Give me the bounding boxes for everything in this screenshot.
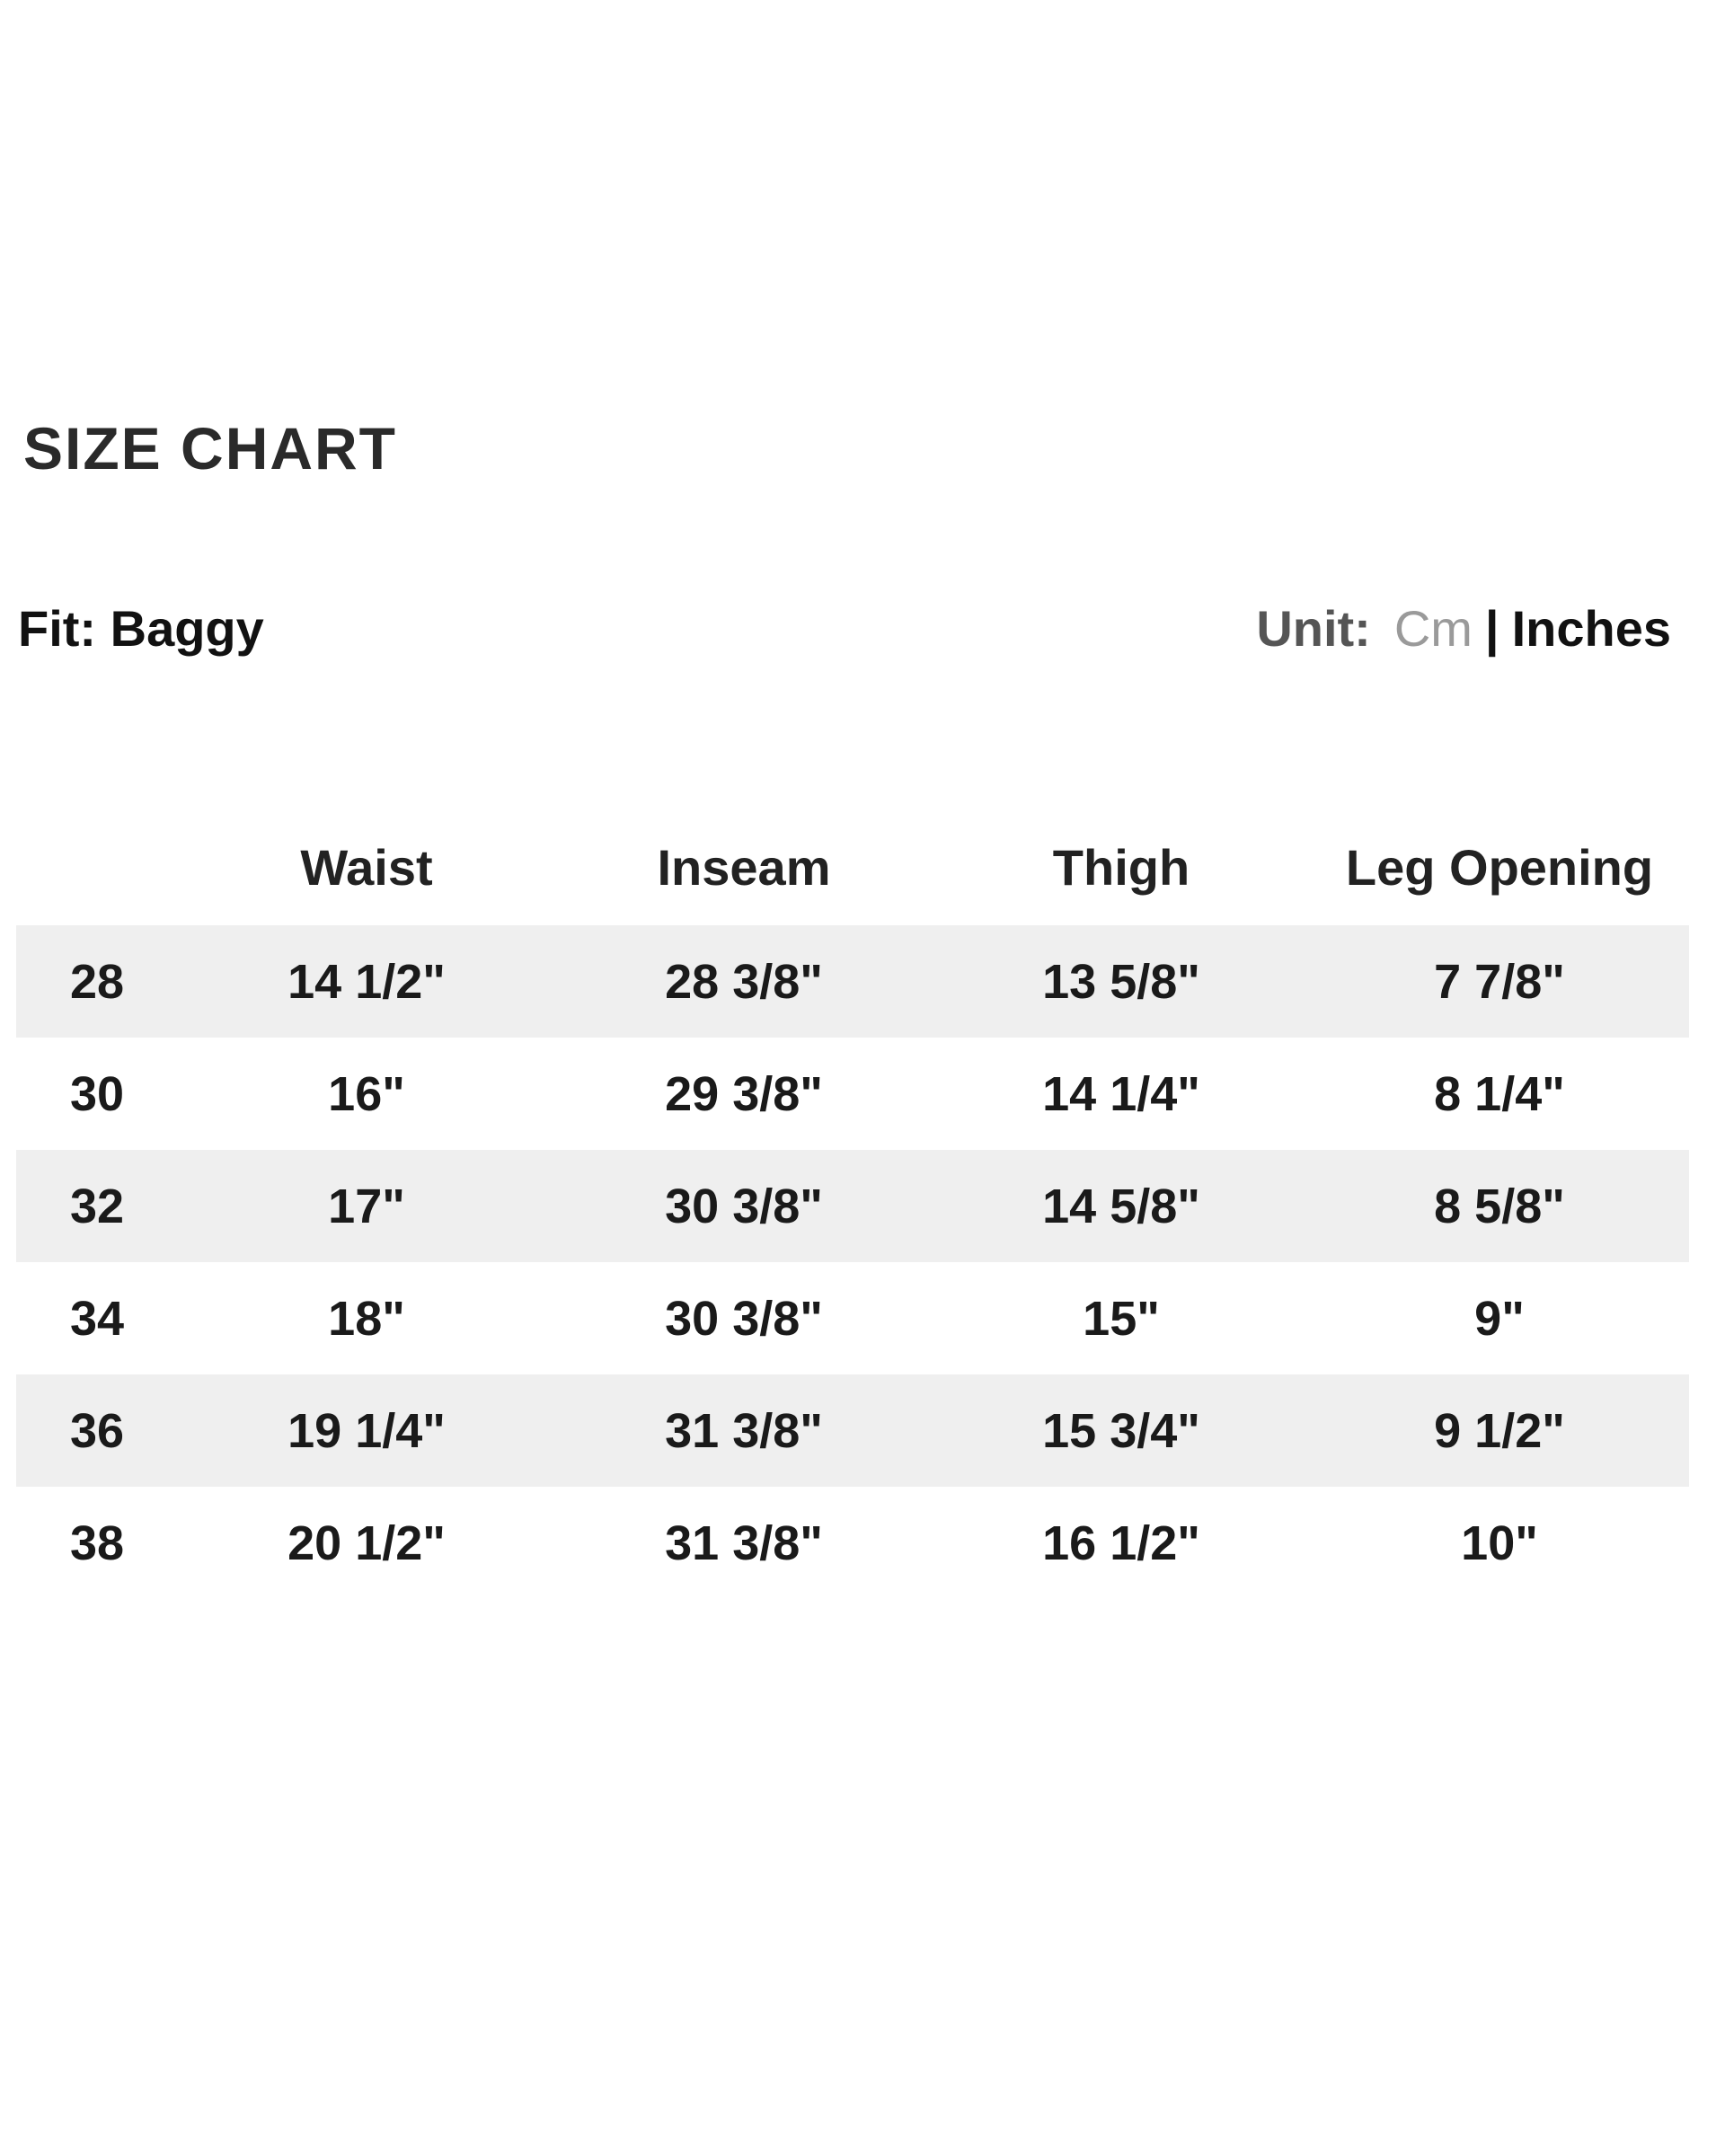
fit-unit-row [18, 593, 1671, 665]
header-thigh: Thigh [1052, 838, 1190, 896]
inseam-cell: 31 3/8" [665, 1403, 823, 1458]
unit-separator: | [1484, 600, 1499, 657]
size-cell: 32 [69, 1179, 125, 1233]
leg-opening-cell: 8 5/8" [1434, 1179, 1565, 1233]
inseam-cell: 30 3/8" [665, 1291, 823, 1346]
table-row [16, 1374, 1689, 1487]
size-cell: 28 [69, 954, 125, 1009]
inseam-cell: 28 3/8" [665, 954, 823, 1009]
thigh-cell: 14 1/4" [1042, 1066, 1200, 1121]
unit-option-cm[interactable]: Cm [1393, 600, 1473, 657]
thigh-cell: 14 5/8" [1042, 1179, 1200, 1233]
thigh-cell: 13 5/8" [1042, 954, 1200, 1009]
thigh-cell: 15" [1083, 1291, 1160, 1346]
waist-cell: 14 1/2" [288, 954, 446, 1009]
leg-opening-cell: 9" [1474, 1291, 1525, 1346]
thigh-cell: 16 1/2" [1042, 1515, 1200, 1570]
thigh-cell: 15 3/4" [1042, 1403, 1200, 1458]
leg-opening-cell: 8 1/4" [1434, 1066, 1565, 1121]
inseam-cell: 29 3/8" [665, 1066, 823, 1121]
size-table [16, 808, 1689, 1599]
table-row [16, 925, 1689, 1038]
leg-opening-cell: 9 1/2" [1434, 1403, 1565, 1458]
unit-label: Unit: [1256, 600, 1371, 657]
header-leg-opening: Leg Opening [1345, 838, 1654, 896]
table-row [16, 1487, 1689, 1599]
inseam-cell: 30 3/8" [665, 1179, 823, 1233]
waist-cell: 18" [328, 1291, 405, 1346]
header-inseam: Inseam [657, 838, 831, 896]
leg-opening-cell: 10" [1461, 1515, 1538, 1570]
fit-label: Fit: Baggy [18, 600, 264, 657]
table-row [16, 1262, 1689, 1374]
waist-cell: 19 1/4" [288, 1403, 446, 1458]
header-waist: Waist [300, 838, 433, 896]
unit-toggle [1256, 593, 1671, 665]
size-cell: 34 [69, 1291, 125, 1346]
page-title: SIZE CHART [23, 415, 397, 482]
waist-cell: 17" [328, 1179, 405, 1233]
waist-cell: 16" [328, 1066, 405, 1121]
size-cell: 30 [69, 1066, 125, 1121]
waist-cell: 20 1/2" [288, 1515, 446, 1570]
inseam-cell: 31 3/8" [665, 1515, 823, 1570]
leg-opening-cell: 7 7/8" [1434, 954, 1565, 1009]
size-cell: 36 [69, 1403, 125, 1458]
table-row [16, 1150, 1689, 1262]
table-row [16, 1038, 1689, 1150]
unit-option-inches[interactable]: Inches [1511, 600, 1671, 657]
table-header-row [16, 808, 1689, 925]
size-cell: 38 [69, 1515, 125, 1570]
